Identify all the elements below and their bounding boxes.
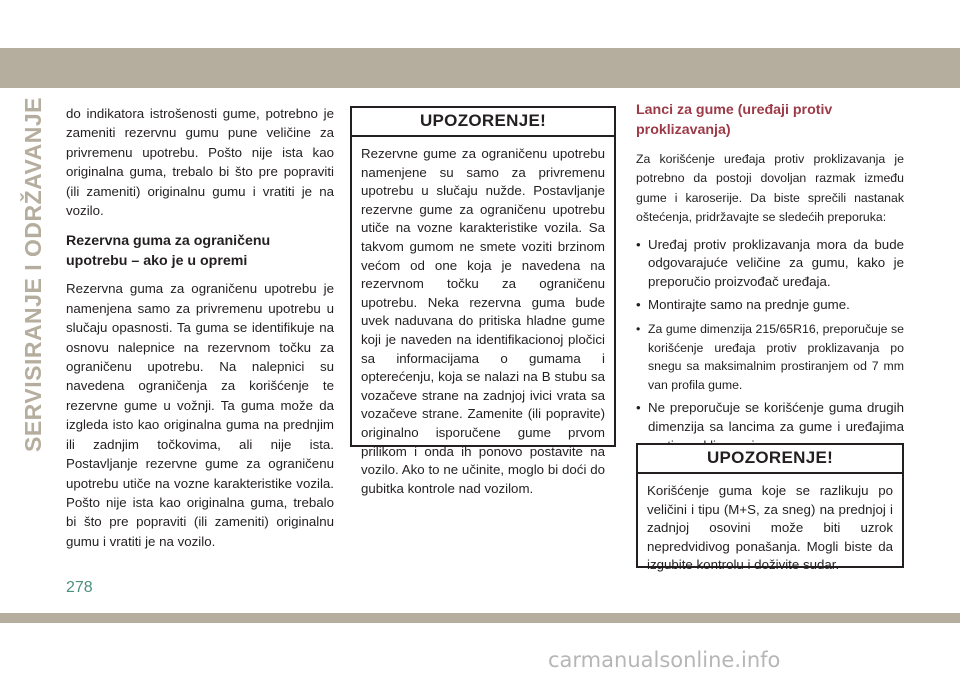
list-item: • Za gume dimenzija 215/65R16, preporučuje se korišćenje uređaja protiv proklizavanja po snegu sa maksimalnim prostiranjem od 7 mm van profila gume. xyxy=(636,322,904,392)
list-item: • Montirajte samo na prednje gume. xyxy=(636,296,904,315)
section-heading-line1: Lanci za gume (uređaji protiv xyxy=(636,102,833,118)
warning-title: UPOZORENJE! xyxy=(352,108,614,137)
column-left xyxy=(66,104,334,551)
warning-text: Korišćenje guma koje se razlikuju po veličini i tipu (M+S, za sneg) na prednjoj i zadnjoj osovini može biti uzrok nepredvidivog ponašanja. Mogli biste da izgubite kontrolu i doživite sudar. xyxy=(647,483,893,573)
warning-text: Rezervne gume za ograničenu upotrebu namenjene su samo za privremenu upotrebu u slučaju nužde. Postavljanje rezervne gume za ograničenu upotrebu utiče na vozne karakteristike vozila. Sa takvom gumom ne smete voziti brzinom većom od one koja je navedena na rezervnom točku za ograničenu upotrebu. Neka rezervna guma bude uvek naduvana do pritiska hladne gume koji je naveden na identifikacionoj pločici sa informacijama o gumama i opterećenju, koja se nalazi na B stubu sa vozačeve strane na zadnjoj ivici vrata sa vozačeve strane. Zamenite (ili popravite) originalno isporučene gume prvom prilikom i onda ih ponovo postavite na vozilo. Ako to ne učinite, moglo bi doći do gubitka kontrole nad vozilom. xyxy=(361,146,605,496)
watermark-text: carmanualsonline.info xyxy=(548,648,781,672)
column-right xyxy=(636,100,904,460)
list-item: • Ne preporučuje se korišćenje guma drugih dimenzija sa lancima za gume i uređajima xyxy=(636,400,904,434)
intro-paragraph: do indikatora istrošenosti gume, potrebno je zameniti rezervnu gumu pune veličine za privremenu upotrebu. Pošto nije ista kao originalna guma, trebalo bi što pre popraviti (ili zameniti) originalnu gumu i vratiti je na vozilo. xyxy=(66,106,334,219)
page-number: 278 xyxy=(66,579,93,596)
warning-box-tire-mismatch xyxy=(636,443,904,573)
side-section-title: SERVISIRANJE I ODRŽAVANJE xyxy=(20,96,46,452)
bullet-icon: • xyxy=(636,400,641,416)
footer-band xyxy=(0,613,960,623)
warning-title: UPOZORENJE! xyxy=(638,445,902,474)
list-item: • Uređaj protiv proklizavanja mora da bude odgovarajuće veličine za gumu, kako je preporučio proizvođač uređaja. xyxy=(636,236,904,289)
spare-tire-paragraph: Rezervna guma za ograničenu upotrebu je namenjena samo za privremenu upotrebu u slučaju opasnosti. Ta guma se identifikuje na osnovu nalepnice na rezervnom točku za ograničenu upotrebu. Na nalepnici su navedena ograničenja za korišćenje te rezervne gume u vožnji. Ta guma može da izgleda isto kao originalna guma na prednjim ili zadnjim točkovima, ali nije ista. Postavljanje rezervne gume za ograničenu upotrebu utiče na vozne karakteristike vozila. Pošto nije ista kao originalna guma, trebalo bi što pre popraviti (ili zameniti) originalnu gumu i vratiti je na vozilo. xyxy=(66,281,334,549)
bullet-icon: • xyxy=(636,297,641,313)
warning-box-spare-tire xyxy=(350,106,616,496)
bullet-icon: • xyxy=(636,322,641,336)
section-heading xyxy=(636,100,904,140)
section-heading-line2: proklizavanja) xyxy=(636,122,731,138)
header-band xyxy=(0,48,960,88)
snow-chains-intro: Za korišćenje uređaja protiv proklizavanja je potrebno da postoji dovoljan razmak između gume i karoserije. Da biste sprečili nastanak oštećenja, pridržavajte se sledećih preporuka: xyxy=(636,152,904,225)
bullet-icon: • xyxy=(636,236,641,252)
recommendations-list xyxy=(636,236,904,456)
subsection-heading: Rezervna guma za ograničenu upotrebu – ako je u opremi xyxy=(66,233,271,270)
